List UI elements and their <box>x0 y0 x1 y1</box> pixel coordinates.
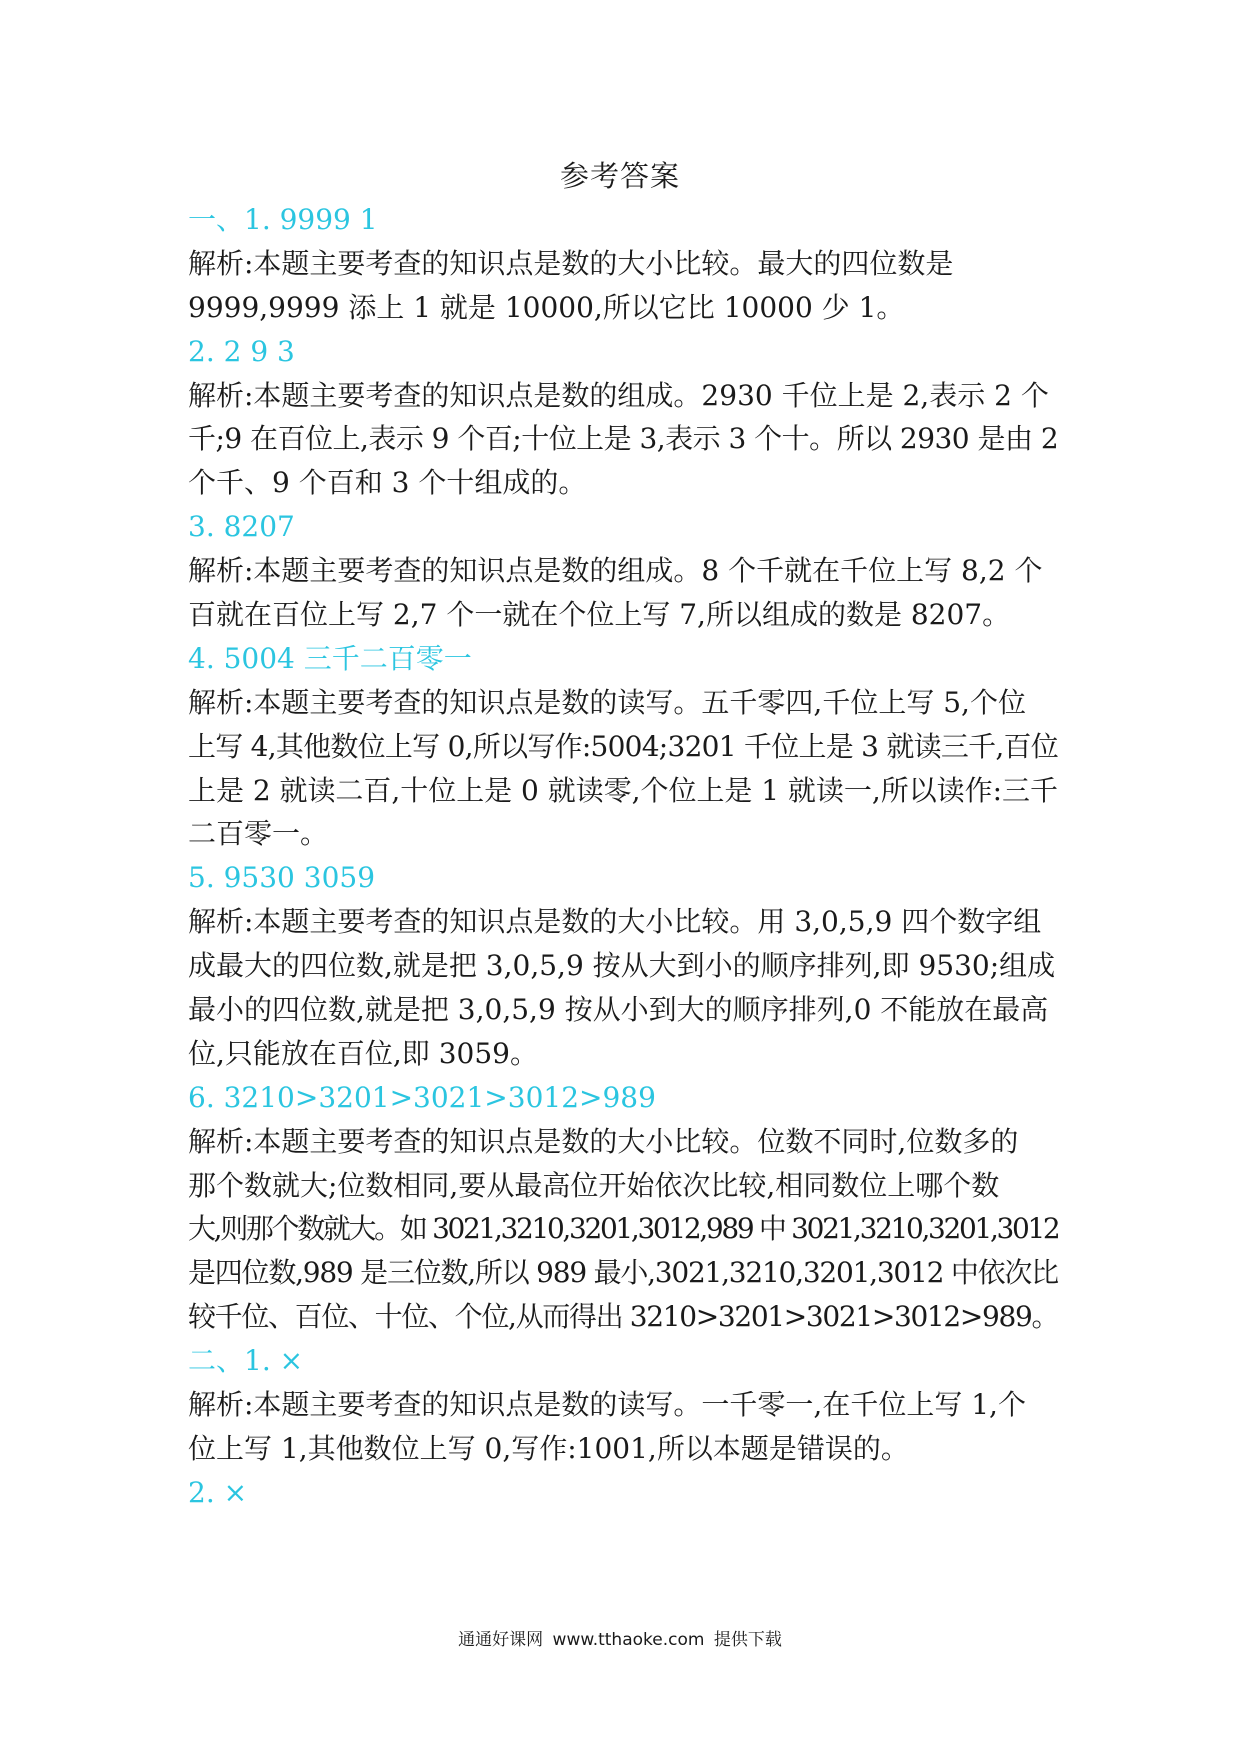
answer-line: 一、1. 9999 1 <box>188 203 378 236</box>
answer-line: 2. 2 9 3 <box>188 334 295 368</box>
explanation-line: 9999,9999 添上 1 就是 10000,所以它比 10000 少 1。 <box>188 290 905 324</box>
explanation-line: 解析:本题主要考查的知识点是数的大小比较。位数不同时,位数多的 <box>188 1124 1019 1158</box>
explanation-line: 百就在百位上写 2,7 个一就在个位上写 7,所以组成的数是 8207。 <box>188 598 1011 632</box>
explanation-line: 较千位、百位、十位、个位,从而得出 3210>3201>3021>3012>989。 <box>188 1300 1059 1334</box>
explanation-line: 位上写 1,其他数位上写 0,写作:1001,所以本题是错误的。 <box>188 1431 909 1465</box>
answer-line: 5. 9530 3059 <box>188 861 376 895</box>
explanation-line: 是四位数,989 是三位数,所以 989 最小,3021,3210,3201,3012 中依次比 <box>188 1256 1058 1290</box>
explanation-line: 大,则那个数就大。如 3021,3210,3201,3012,989 中 3021,3210,3201,3012 <box>188 1212 1059 1246</box>
explanation-line: 成最大的四位数,就是把 3,0,5,9 按从大到小的顺序排列,即 9530;组成 <box>188 949 1056 983</box>
explanation-line: 最小的四位数,就是把 3,0,5,9 按从小到大的顺序排列,0 不能放在最高 <box>188 993 1049 1027</box>
explanation-line: 解析:本题主要考查的知识点是数的读写。一千零一,在千位上写 1,个 <box>188 1388 1026 1422</box>
explanation-line: 解析:本题主要考查的知识点是数的组成。2930 千位上是 2,表示 2 个 <box>188 378 1049 412</box>
footer-text: 通通好课网 www.tthaoke.com 提供下载 <box>458 1630 782 1650</box>
page-title: 参考答案 <box>559 159 680 193</box>
answer-line: 2. × <box>188 1475 248 1509</box>
explanation-line: 上写 4,其他数位上写 0,所以写作:5004;3201 千位上是 3 就读三千,百位 <box>188 729 1059 763</box>
explanation-line: 解析:本题主要考查的知识点是数的大小比较。最大的四位数是 <box>188 246 954 280</box>
explanation-line: 千;9 在百位上,表示 9 个百;十位上是 3,表示 3 个十。所以 2930 是由 2 <box>188 422 1059 456</box>
explanation-line: 解析:本题主要考查的知识点是数的大小比较。用 3,0,5,9 四个数字组 <box>188 905 1042 939</box>
explanation-line: 二百零一。 <box>188 817 329 851</box>
explanation-line: 上是 2 就读二百,十位上是 0 就读零,个位上是 1 就读一,所以读作:三千 <box>188 773 1058 807</box>
explanation-line: 解析:本题主要考查的知识点是数的读写。五千零四,千位上写 5,个位 <box>188 685 1026 719</box>
explanation-line: 个千、9 个百和 3 个十组成的。 <box>188 466 587 500</box>
explanation-line: 位,只能放在百位,即 3059。 <box>188 1036 538 1070</box>
answer-line: 4. 5004 三千二百零一 <box>188 641 472 675</box>
answer-line: 6. 3210>3201>3021>3012>989 <box>188 1080 656 1114</box>
answer-line: 二、1. × <box>188 1344 304 1378</box>
explanation-line: 解析:本题主要考查的知识点是数的组成。8 个千就在千位上写 8,2 个 <box>188 554 1043 588</box>
explanation-line: 那个数就大;位数相同,要从最高位开始依次比较,相同数位上哪个数 <box>188 1168 1000 1202</box>
answer-content <box>188 198 1058 1515</box>
answer-line: 3. 8207 <box>188 510 295 544</box>
